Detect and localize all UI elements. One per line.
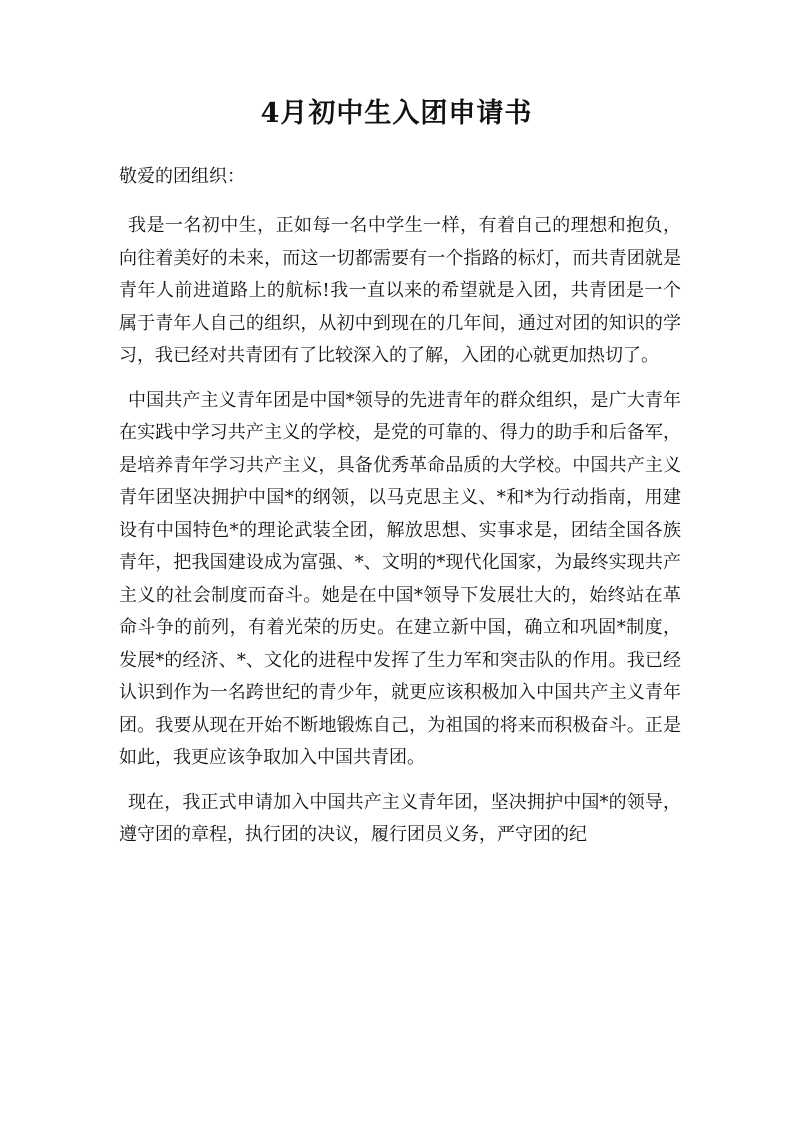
paragraph-2: 中国共产主义青年团是中国*领导的先进青年的群众组织，是广大青年在实践中学习共产主义的学校，是党的可靠的、得力的助手和后备军，是培养青年学习共产主义，具备优秀革命品质的大学校。中国共产主义青年团坚决拥护中国*的纲领，以马克思主义、*和*为行动指南，用建设有中国特色*的理论武装全团，解放思想、实事求是，团结全国各族青年，把我国建设成为富强、*、文明的*现代化国家，为最终实现共产主义的社会制度而奋斗。她是在中国*领导下发展壮大的，始终站在革命斗争的前列，有着光荣的历史。在建立新中国，确立和巩固*制度，发展*的经济、*、文化的进程中发挥了生力军和突击队的作用。我已经认识到作为一名跨世纪的青少年，就更应该积极加入中国共产主义青年团。我要从现在开始不断地锻炼自己，为祖国的将来而积极奋斗。正是如此，我更应该争取加入中国共青团。: [119, 389, 681, 768]
salutation: 敬爱的团组织：: [119, 166, 245, 187]
paragraph-1: 我是一名初中生，正如每一名中学生一样，有着自己的理想和抱负，向往着美好的未来，而这一切都需要有一个指路的标灯，而共青团就是青年人前进道路上的航标!我一直以来的希望就是入团，共青团是一个属于青年人自己的组织，从初中到现在的几年间，通过对团的知识的学习，我已经对共青团有了比较深入的了解，入团的心就更加热切了。: [119, 215, 681, 366]
paragraph-3: 现在，我正式申请加入中国共产主义青年团，坚决拥护中国*的领导，遵守团的章程，执行团的决议，履行团员义务，严守团的纪: [119, 791, 681, 845]
document-body: [119, 158, 681, 852]
page-title: 4月初中生入团申请书: [260, 98, 533, 129]
